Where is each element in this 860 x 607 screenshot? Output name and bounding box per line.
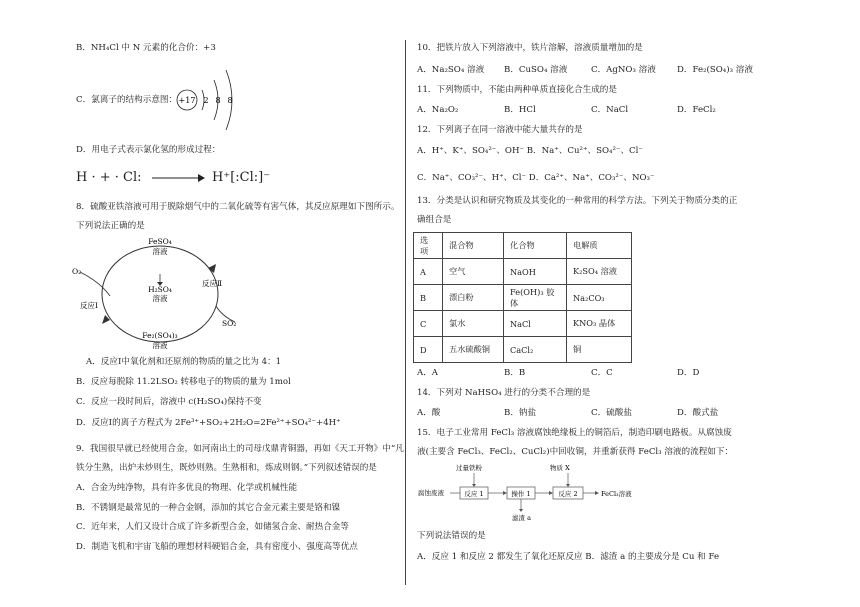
flow-waste: 腐蚀废液 bbox=[418, 489, 444, 497]
table-cell: 空气 bbox=[443, 259, 504, 285]
q10-stem: 10．把铁片放入下列溶液中，铁片溶解，溶液质量增加的是 bbox=[417, 43, 643, 53]
cycle-so2: SO₂ bbox=[222, 319, 237, 328]
q9-option-a: A．合金为纯净物，具有许多优良的物理、化学或机械性能 bbox=[76, 483, 298, 493]
q10-option-d: D．Fe₂(SO₄)₃ 溶液 bbox=[677, 65, 753, 75]
q13-stem-line1: 13．分类是认识和研究物质及其变化的一种常用的科学方法。下列关于物质分类的正 bbox=[417, 196, 738, 206]
q8-stem-line2: 下列说法正确的是 bbox=[76, 221, 145, 231]
q14-option-d: D．酸式盐 bbox=[677, 408, 719, 418]
table-cell: 漂白粉 bbox=[443, 285, 504, 311]
atom-shell-1: 2 bbox=[203, 96, 209, 105]
q8-option-d: D．反应Ⅰ的离子方程式为 2Fe³⁺+SO₂+2H₂O=2Fe²⁺+SO₄²⁻+4H⁺ bbox=[76, 418, 341, 428]
atom-nucleus: +17 bbox=[178, 96, 196, 105]
q15-options-ab: A．反应 1 和反应 2 都发生了氧化还原反应 B．滤渣 a 的主要成分是 Cu 和 Fe bbox=[417, 552, 720, 562]
q13-stem-line2: 确组合是 bbox=[417, 215, 452, 225]
q12-options-cd: C．Na⁺、CO₃²⁻、H⁺、Cl⁻ D．Ca²⁺、Na⁺、CO₃²⁻、NO₃⁻ bbox=[417, 173, 655, 183]
q14-option-c: C．硫酸盐 bbox=[591, 408, 632, 418]
table-header-cell: 选项 bbox=[414, 233, 443, 259]
q13-option-b: B．B bbox=[504, 368, 526, 378]
q11-stem: 11．下列物质中，不能由两种单质直接化合生成的是 bbox=[417, 85, 617, 95]
table-cell: D bbox=[414, 337, 443, 363]
flow-product: FeCl₃溶液 bbox=[601, 490, 632, 498]
q9-option-c: C．近年来，人们又设计合成了许多新型合金，如储氢合金、耐热合金等 bbox=[76, 522, 349, 532]
flow-substance-x: 物质 X bbox=[550, 464, 570, 472]
table-cell: NaOH bbox=[504, 259, 567, 285]
q12-options-ab: A．H⁺、K⁺、SO₄²⁻、OH⁻ B．Na⁺、Cu²⁺、SO₄²⁻、Cl⁻ bbox=[417, 146, 643, 156]
q10-option-a: A．Na₂SO₄ 溶液 bbox=[417, 65, 485, 75]
flow-excess-iron: 过量铁粉 bbox=[456, 464, 482, 472]
cycle-feso4: FeSO₄ bbox=[148, 237, 172, 246]
q14-option-b: B．钠盐 bbox=[504, 408, 537, 418]
table-cell: KNO₃ 晶体 bbox=[567, 311, 632, 337]
cycle-feso4-solution: 溶液 bbox=[152, 247, 168, 256]
cycle-o2: O₂ bbox=[72, 267, 82, 276]
column-divider bbox=[405, 40, 406, 585]
table-cell: Fe(OH)₃ 胶体 bbox=[504, 285, 567, 311]
q14-option-a: A．酸 bbox=[417, 408, 441, 418]
cycle-reaction-2: 反应Ⅱ bbox=[202, 279, 223, 288]
cycle-h2so4-solution: 溶液 bbox=[152, 294, 168, 303]
cycle-reaction-1: 反应Ⅰ bbox=[80, 301, 98, 310]
q13-option-d: D．D bbox=[677, 368, 700, 378]
chloride-ion-structure-diagram bbox=[172, 64, 252, 138]
table-row bbox=[414, 337, 632, 363]
q11-option-c: C．NaCl bbox=[591, 105, 629, 115]
flow-residue: 滤渣 a bbox=[512, 514, 531, 522]
table-header-cell: 电解质 bbox=[567, 233, 632, 259]
table-header-cell: 化合物 bbox=[504, 233, 567, 259]
q13-option-c: C．C bbox=[591, 368, 613, 378]
formation-arrow bbox=[150, 172, 206, 184]
q8-option-c: C．反应一段时间后，溶液中 c(H₂SO₄)保持不变 bbox=[76, 397, 262, 407]
table-header-cell: 混合物 bbox=[443, 233, 504, 259]
table-cell: B bbox=[414, 285, 443, 311]
flow-operation-1: 操作 1 bbox=[511, 490, 531, 498]
q9-option-d: D．制造飞机和宇宙飞船的理想材料硬铝合金，具有密度小、强度高等优点 bbox=[76, 542, 358, 552]
cycle-h2so4: H₂SO₄ bbox=[148, 285, 172, 294]
q8-stem-line1: 8．硫酸亚铁溶液可用于脱除烟气中的二氧化硫等有害气体，其反应原理如下图所示。 bbox=[76, 202, 400, 212]
q9-stem-line1: 9．我国很早就已经使用合金，如河南出土的司母戊鼎青铜器，再如《天工开物》中“凡 bbox=[76, 444, 404, 454]
q11-option-d: D．FeCl₂ bbox=[677, 105, 716, 115]
table-cell: 氯水 bbox=[443, 311, 504, 337]
table-header-row bbox=[414, 233, 632, 259]
q7-option-c-label: C．氯离子的结构示意图： bbox=[76, 95, 178, 105]
reaction-cycle-diagram bbox=[70, 234, 250, 352]
hcl-formation-left: H · + · Cl: bbox=[76, 170, 142, 185]
q8-option-b: B．反应每脱除 11.2LSO₂ 转移电子的物质的量为 1mol bbox=[76, 377, 291, 387]
q11-option-b: B．HCl bbox=[504, 105, 536, 115]
table-cell: CaCl₂ bbox=[504, 337, 567, 363]
q7-option-d-label: D．用电子式表示氯化氢的形成过程： bbox=[76, 145, 221, 155]
cycle-fe2so43: Fe₂(SO₄)₃ bbox=[142, 331, 178, 340]
table-row bbox=[414, 285, 632, 311]
hcl-formation-right: H⁺[:Cl:]⁻ bbox=[212, 170, 271, 185]
q10-option-b: B．CuSO₄ 溶液 bbox=[504, 65, 568, 75]
q11-option-a: A．Na₂O₂ bbox=[417, 105, 459, 115]
table-cell: 铜 bbox=[567, 337, 632, 363]
recovery-flowchart bbox=[416, 460, 666, 524]
q7-option-b: B．NH₄Cl 中 N 元素的化合价：+3 bbox=[76, 43, 216, 53]
q10-option-c: C．AgNO₃ 溶液 bbox=[591, 65, 656, 75]
table-cell: 五水硫酸铜 bbox=[443, 337, 504, 363]
table-cell: A bbox=[414, 259, 443, 285]
flow-reaction-2: 反应 2 bbox=[558, 490, 578, 498]
table-row bbox=[414, 259, 632, 285]
cycle-fe2so43-solution: 溶液 bbox=[152, 341, 168, 350]
atom-shell-3: 8 bbox=[227, 96, 233, 105]
q12-stem: 12．下列离子在同一溶液中能大量共存的是 bbox=[417, 125, 583, 135]
atom-shell-2: 8 bbox=[215, 96, 221, 105]
table-cell: NaCl bbox=[504, 311, 567, 337]
q9-option-b: B．不锈钢是最常见的一种合金钢，添加的其它合金元素主要是铬和镍 bbox=[76, 503, 341, 513]
table-cell: K₂SO₄ 溶液 bbox=[567, 259, 632, 285]
q14-stem: 14．下列对 NaHSO₄ 进行的分类不合理的是 bbox=[417, 388, 591, 398]
classification-table bbox=[413, 232, 632, 363]
q13-option-a: A．A bbox=[417, 368, 439, 378]
q15-stem-line2: 液(主要含 FeCl₃、FeCl₂、CuCl₂)中回收铜，并重新获得 FeCl₃ 溶液的流程如下： bbox=[417, 447, 734, 457]
table-cell: Na₂CO₃ bbox=[567, 285, 632, 311]
table-row bbox=[414, 311, 632, 337]
q15-stem-line1: 15．电子工业常用 FeCl₃ 溶液腐蚀绝缘板上的铜箔后，制造印刷电路板。从腐蚀废 bbox=[417, 428, 732, 438]
q9-stem-line2: 铁分生熟，出炉未炒则生，既炒则熟。生熟相和，炼成则钢。”下列叙述错误的是 bbox=[76, 463, 377, 473]
table-cell: C bbox=[414, 311, 443, 337]
q15-question: 下列说法错误的是 bbox=[417, 531, 486, 541]
q8-option-a: A．反应Ⅰ中氧化剂和还原剂的物质的量之比为 4：1 bbox=[86, 357, 282, 367]
flow-reaction-1: 反应 1 bbox=[464, 490, 484, 498]
